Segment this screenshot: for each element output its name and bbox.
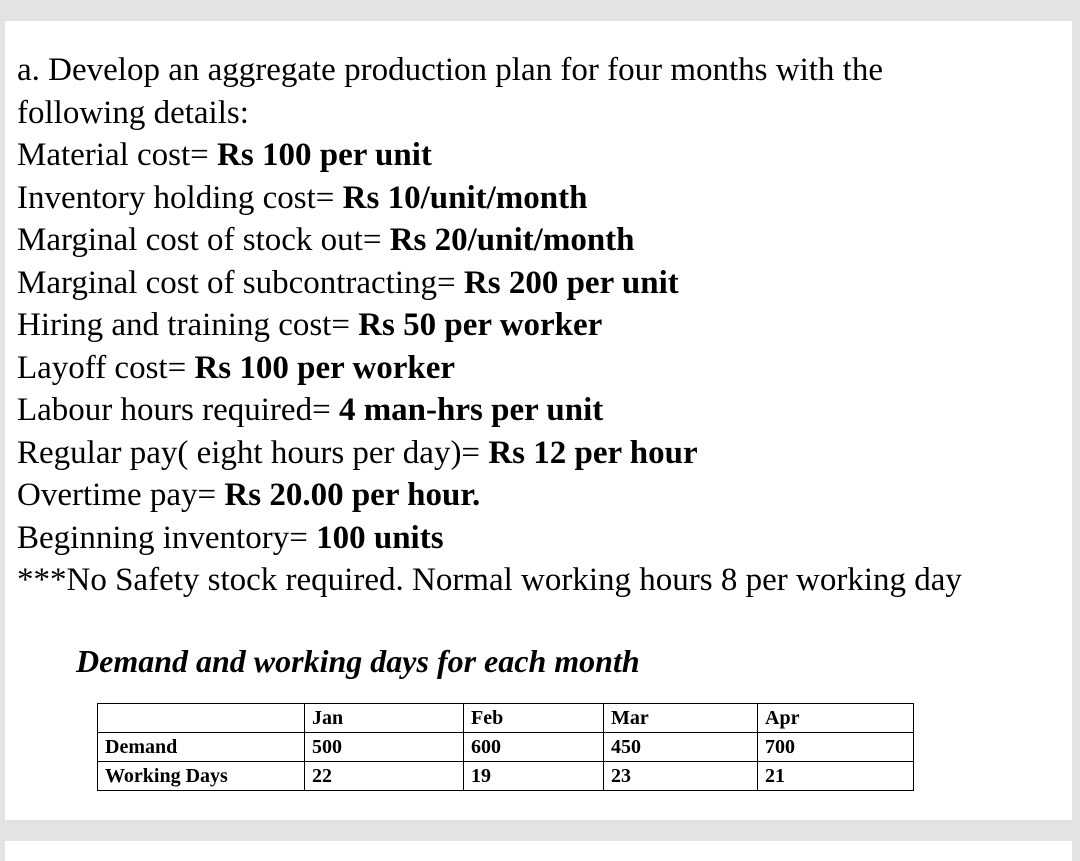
detail-label: Regular pay( eight hours per day)=: [17, 434, 489, 471]
detail-value: Rs 200 per unit: [463, 264, 679, 301]
detail-label: Labour hours required=: [17, 392, 339, 428]
table-cell: 21: [758, 762, 914, 791]
detail-value: 4 man-hrs per unit: [338, 392, 604, 428]
detail-label: Overtime pay=: [17, 477, 225, 513]
detail-regular-pay: [17, 432, 1062, 475]
table-cell: 22: [305, 762, 464, 791]
document-page: [5, 21, 1072, 820]
header-cell: Mar: [604, 704, 758, 733]
table-cell: 23: [604, 762, 758, 791]
detail-label: Layoff cost=: [17, 349, 195, 386]
detail-subcontracting-cost: [17, 262, 1062, 305]
intro-line-1: a. Develop an aggregate production plan for four months with the: [17, 52, 883, 88]
table-cell: 500: [305, 733, 464, 762]
table-cell: 19: [464, 762, 604, 791]
detail-value: Rs 20.00 per hour.: [224, 477, 481, 513]
detail-inventory-holding-cost: [17, 177, 1062, 220]
detail-value: Rs 20/unit/month: [389, 222, 635, 258]
table-header-row: [98, 704, 914, 733]
demand-table: [97, 703, 914, 791]
detail-hiring-cost: [17, 304, 1062, 347]
detail-label: Material cost=: [17, 137, 218, 173]
header-cell: [98, 704, 305, 733]
row-label: Working Days: [98, 762, 305, 791]
next-page-edge: [5, 841, 1072, 861]
detail-value: Rs 12 per hour: [488, 434, 698, 471]
detail-value: Rs 10/unit/month: [342, 179, 588, 216]
detail-stock-out-cost: [17, 219, 1062, 262]
detail-value: Rs 50 per worker: [358, 307, 603, 343]
detail-label: Marginal cost of subcontracting=: [17, 264, 464, 301]
table-cell: 700: [758, 733, 914, 762]
detail-material-cost: [17, 134, 1062, 177]
detail-label: Beginning inventory=: [17, 519, 317, 556]
row-label: Demand: [98, 733, 305, 762]
header-cell: Apr: [758, 704, 914, 733]
problem-statement: [17, 49, 1062, 602]
detail-beginning-inventory: [17, 517, 1062, 560]
table-cell: 450: [604, 733, 758, 762]
detail-overtime-pay: [17, 474, 1062, 517]
detail-value: Rs 100 per unit: [217, 137, 432, 173]
table-title: Demand and working days for each month: [76, 643, 640, 679]
header-cell: Feb: [464, 704, 604, 733]
header-cell: Jan: [305, 704, 464, 733]
detail-label: Marginal cost of stock out=: [17, 222, 390, 258]
safety-stock-note: ***No Safety stock required. Normal working hours 8 per working day: [17, 562, 962, 598]
table-row: [98, 762, 914, 791]
detail-labour-hours: [17, 389, 1062, 432]
detail-value: Rs 100 per worker: [194, 349, 456, 386]
detail-layoff-cost: [17, 347, 1062, 390]
table-row: [98, 733, 914, 762]
table-cell: 600: [464, 733, 604, 762]
detail-value: 100 units: [316, 519, 444, 556]
detail-label: Inventory holding cost=: [17, 179, 343, 216]
detail-label: Hiring and training cost=: [17, 307, 359, 343]
intro-line-2: following details:: [17, 94, 249, 131]
